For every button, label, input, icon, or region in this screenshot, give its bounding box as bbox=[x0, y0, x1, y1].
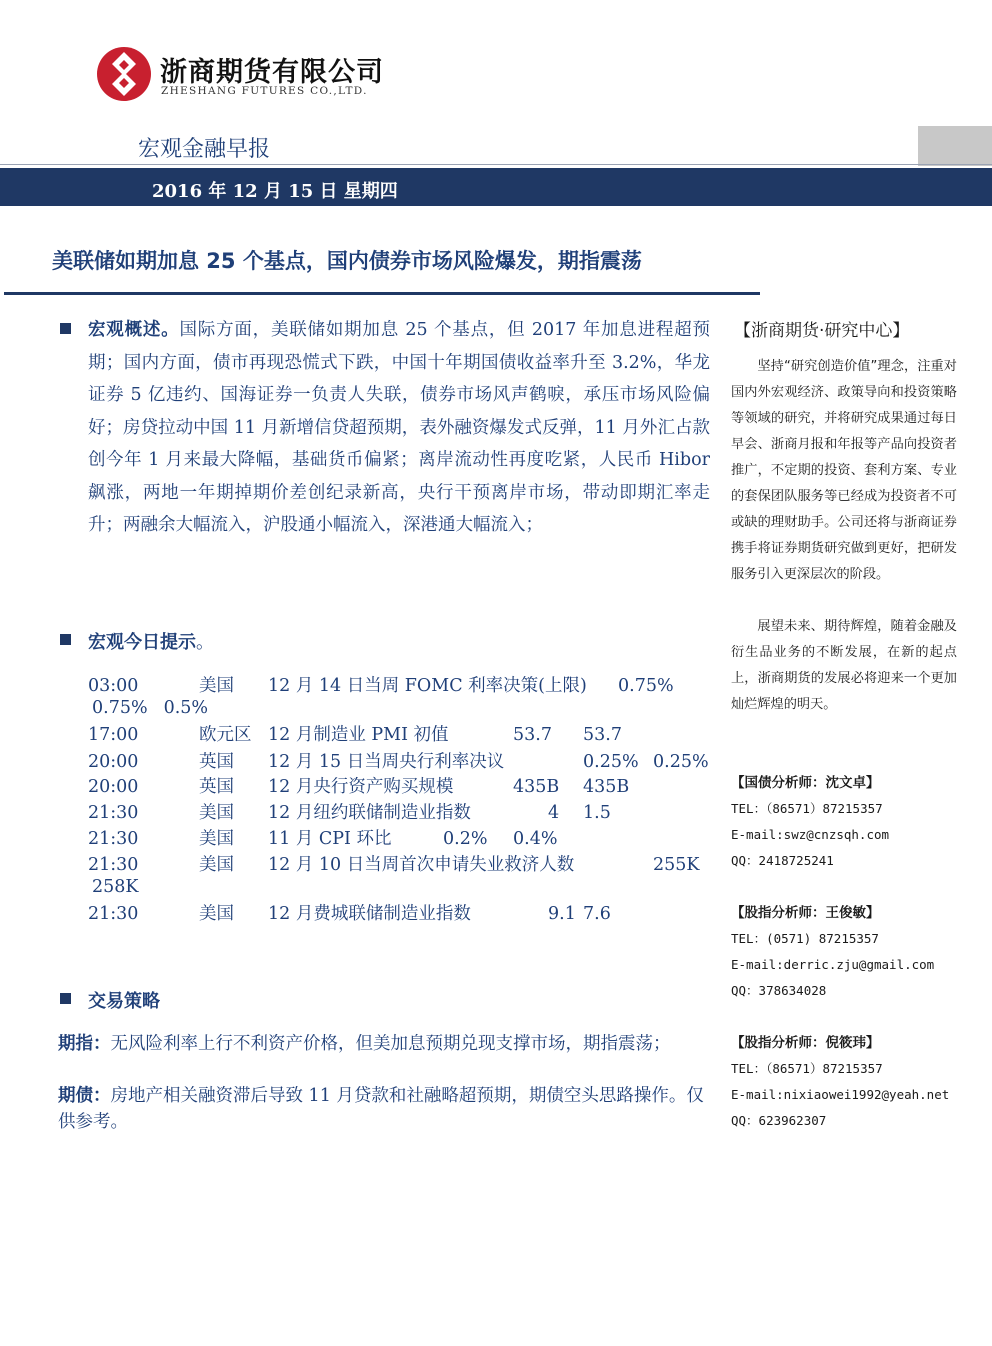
report-date: 2016 年 12 月 15 日 星期四 bbox=[152, 181, 398, 202]
analyst-tel: TEL：（86571）87215357 bbox=[731, 801, 883, 816]
sidebar-intro-paragraph: 坚持“研究创造价值”理念，注重对国内外宏观经济、政策导向和投资策略等领域的研究，并将研究成果通过每日早会、浙商月报和年报等产品向投资者推广，不定期的投资、套利方案、专业的套保团队服务等已经成为投资者不可或缺的理财助手。公司还将与浙商证券携手将证券期货研究做到更好，把研发服务引入更深层次的阶段。 bbox=[731, 359, 957, 582]
bullet-square-icon bbox=[60, 993, 71, 1004]
analyst-email[interactable]: E-mail:nixiaowei1992@yeah.net bbox=[731, 1087, 950, 1102]
headline-rule bbox=[4, 292, 760, 295]
analyst-card bbox=[731, 900, 934, 1004]
macro-overview-paragraph bbox=[88, 314, 710, 542]
strategy-item-index-futures: 期指：无风险利率上行不利资产价格，但美加息预期兑现支撑市场，期指震荡； bbox=[58, 1034, 671, 1054]
analyst-tel: TEL：(0571) 87215357 bbox=[731, 931, 879, 946]
analyst-tel: TEL：（86571）87215357 bbox=[731, 1061, 883, 1076]
calendar-heading: 宏观今日提示。 bbox=[88, 632, 214, 653]
analyst-qq: QQ：623962307 bbox=[731, 1113, 827, 1128]
analyst-name: 【国债分析师：沈文卓】 bbox=[731, 775, 880, 791]
analyst-qq: QQ：378634028 bbox=[731, 983, 827, 998]
calendar-row-wrap: 258K bbox=[92, 877, 139, 897]
bullet-square-icon bbox=[60, 634, 71, 645]
report-title: 宏观金融早报 bbox=[138, 137, 271, 162]
strategy-item-bond-futures: 期债：房地产相关融资滞后导致 11 月贷款和社融略超预期，期债空头思路操作。仅供参考。 bbox=[58, 1086, 704, 1132]
bullet-square-icon bbox=[60, 323, 71, 334]
analyst-qq: QQ：2418725241 bbox=[731, 853, 834, 868]
analyst-name: 【股指分析师：倪筱玮】 bbox=[731, 1035, 880, 1051]
macro-overview-body: 国际方面，美联储如期加息 25 个基点，但 2017 年加息进程超预期；国内方面，债市再现恐慌式下跌，中国十年期国债收益率升至 3.2%，华龙证券 5 亿违约、国海证券一负责人失联，债券市场风声鹤唳，承压市场风险偏好；房贷拉动中国 11 月新增信贷超预期，表外融资爆发式反弹，11 月外汇占款创今年 1 月来最大降幅，基础货币偏紧；离岸流动性再度吃紧，人民币 Hibor 飙涨，两地一年期掉期价差创纪录新高，央行干预离岸市场，带动即期汇率走升；两融余大幅流入，沪股通小幅流入，深港通大幅流入； bbox=[88, 320, 711, 535]
company-logo-icon bbox=[96, 46, 152, 102]
strategy-heading: 交易策略 bbox=[88, 991, 160, 1012]
company-name-cn: 浙商期货有限公司 bbox=[160, 57, 384, 88]
analyst-email[interactable]: E-mail:swz@cnzsqh.com bbox=[731, 827, 890, 842]
macro-overview-heading: 宏观概述。 bbox=[88, 320, 180, 340]
analyst-name: 【股指分析师：王俊敏】 bbox=[731, 905, 880, 921]
sidebar-title: 【浙商期货·研究中心】 bbox=[734, 321, 910, 341]
analyst-email[interactable]: E-mail:derric.zju@gmail.com bbox=[731, 957, 935, 972]
analyst-card bbox=[731, 1030, 949, 1134]
header-divider bbox=[0, 164, 992, 165]
date-bar bbox=[0, 168, 992, 206]
analyst-card bbox=[731, 770, 889, 874]
company-name-en: ZHESHANG FUTURES CO.,LTD. bbox=[161, 85, 368, 97]
calendar-row-wrap: 0.75% 0.5% bbox=[92, 698, 209, 718]
sidebar-outlook-paragraph: 展望未来、期待辉煌，随着金融及衍生品业务的不断发展，在新的起点上，浙商期货的发展必将迎来一个更加灿烂辉煌的明天。 bbox=[731, 619, 957, 712]
header-decoration-block bbox=[918, 126, 992, 166]
headline: 美联储如期加息 25 个基点，国内债券市场风险爆发，期指震荡 bbox=[52, 249, 642, 273]
